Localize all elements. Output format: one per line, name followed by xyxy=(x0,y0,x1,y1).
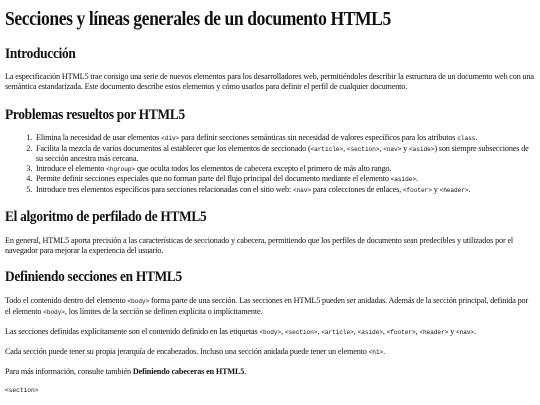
inline-code: <header> xyxy=(439,186,469,194)
code-snippet: <section> xyxy=(5,386,39,394)
defining-paragraph-1: Todo el contenido dentro del elemento <body> forma parte de una sección. Las secciones en HTML5 pueden ser anidadas. Además de la sección principal, definida por el elemento <body>, los límites de la sección se definen explícita o implícitamente. xyxy=(5,295,529,316)
defining-paragraph-3: Cada sección puede tener su propia jerarquía de encabezados. Incluso una sección anidada puede tener un elemento <h1>. xyxy=(5,346,385,356)
inline-code: <aside> xyxy=(409,145,435,153)
inline-code: <footer> xyxy=(402,186,432,194)
defining-paragraph-4: Para más información, consulte también Definiendo cabeceras en HTML5. xyxy=(5,366,247,376)
inline-code: <header> xyxy=(419,328,449,336)
inline-code: <footer> xyxy=(386,328,416,336)
inline-code: <section> xyxy=(284,328,318,336)
inline-code: <hgroup> xyxy=(106,165,136,173)
inline-code: <div> xyxy=(161,135,180,142)
inline-code: <aside> xyxy=(390,176,416,184)
list-item: 4. Permite definir secciones especiales que no forman parte del flujo principal del documento mediante el elemento <aside>. xyxy=(34,174,535,185)
list-item: 5. Introduce tres elementos específicos para secciones relacionadas con el sitio web: <nav> para colecciones de enlaces, <footer> y <header>. xyxy=(34,185,535,196)
page-title: Secciones y líneas generales de un documento HTML5 xyxy=(5,9,391,30)
inline-code: <nav> xyxy=(455,328,475,336)
inline-code: <article> xyxy=(321,328,354,336)
heading-defining-sections: Definiendo secciones en HTML5 xyxy=(5,268,182,285)
list-item: 3. Introduce el elemento <hgroup> que oculta todos los elementos de cabecera excepto el primero de más alto rango. xyxy=(34,164,535,175)
list-item: 2. Facilita la mezcla de varios documentos al establecer que los elementos de seccionado (<article>, <section>, <nav> y <aside>) son siempre subsecciones de su sección ancestra más cercana. xyxy=(34,144,535,164)
heading-algorithm: El algoritmo de perfilado de HTML5 xyxy=(5,208,207,225)
heading-problems: Problemas resueltos por HTML5 xyxy=(5,107,185,123)
headings-reference-link[interactable]: Definiendo cabeceras en HTML5 xyxy=(132,366,245,376)
inline-code: <nav> xyxy=(383,145,402,153)
inline-code: <nav> xyxy=(292,186,312,194)
list-item: 1. Elimina la necesidad de usar elementos <div> para definir secciones semánticas sin necesidad de valores específicos para los atributos class. xyxy=(34,133,535,144)
inline-code: <h1> xyxy=(368,348,384,356)
inline-code: class xyxy=(457,135,476,142)
problems-list xyxy=(5,133,535,196)
inline-code: <body> xyxy=(127,297,150,305)
inline-code: <aside> xyxy=(357,328,383,336)
algorithm-paragraph: En general, HTML5 aporta precisión a las características de seccionado y cabecera, permitiendo que los perfiles de documento sean predecibles y utilizados por el navegador para mejorar la experiencia del usuario. xyxy=(5,235,514,255)
inline-code: <article> xyxy=(310,145,344,153)
document-page xyxy=(5,0,535,395)
inline-code: <body> xyxy=(259,328,282,336)
intro-paragraph: La especificación HTML5 trae consigo una serie de nuevos elementos para los desarrolladores web, permitiéndoles describir la estructura de un documento web con una semántica estandarizada. Este documento describe estos elementos y cómo usarlos para definir el perfil de cualquier documento. xyxy=(5,72,534,91)
inline-code: <section> xyxy=(346,145,380,153)
defining-paragraph-2: Las secciones definidas explícitamente son el contenido definido en las etiquetas <body>, <section>, <article>, <aside>, <footer>, <header> y <nav>. xyxy=(5,326,476,336)
heading-introduction: Introducción xyxy=(5,46,76,62)
inline-code: <body> xyxy=(43,308,65,316)
